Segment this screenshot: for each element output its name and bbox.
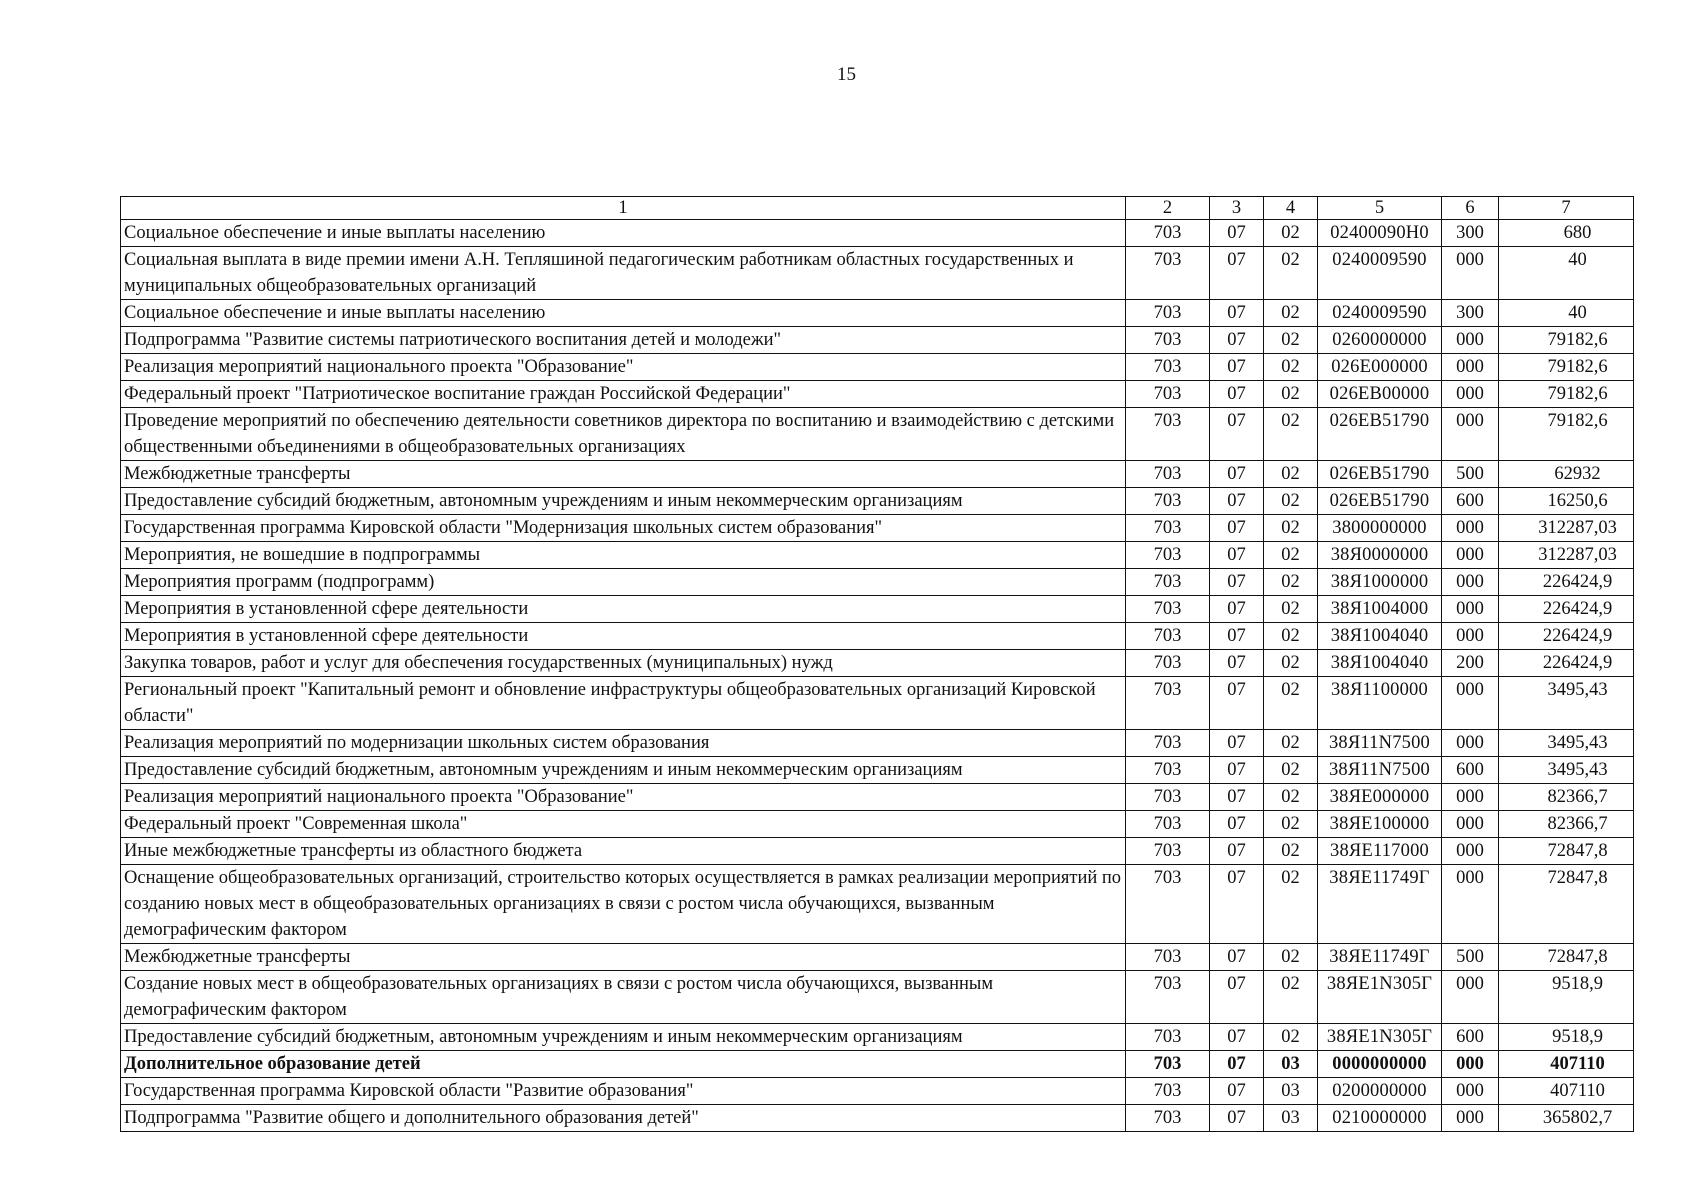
row-expense-type: 600 (1442, 757, 1499, 784)
row-description: Мероприятия программ (подпрограмм) (121, 569, 1126, 596)
row-section: 07 (1210, 944, 1264, 971)
row-ministry-code: 703 (1126, 944, 1210, 971)
table-row (121, 488, 1634, 515)
row-description: Региональный проект "Капитальный ремонт и обновление инфраструктуры общеобразовательных организаций Кировской области" (121, 677, 1126, 730)
row-ministry-code: 703 (1126, 623, 1210, 650)
row-target-article: 0210000000 (1318, 1105, 1442, 1132)
table-row (121, 327, 1634, 354)
row-target-article: 38Я1004000 (1318, 596, 1442, 623)
row-section: 07 (1210, 1024, 1264, 1051)
row-target-article: 026ЕВ51790 (1318, 488, 1442, 515)
table-row (121, 542, 1634, 569)
row-target-article: 38Я11N7500 (1318, 730, 1442, 757)
row-subsection: 02 (1264, 354, 1318, 381)
row-expense-type: 000 (1442, 381, 1499, 408)
row-subsection: 02 (1264, 247, 1318, 300)
row-target-article: 38Я1100000 (1318, 677, 1442, 730)
table-row (121, 596, 1634, 623)
row-ministry-code: 703 (1126, 515, 1210, 542)
row-subsection: 02 (1264, 784, 1318, 811)
row-expense-type: 000 (1442, 327, 1499, 354)
row-expense-type: 000 (1442, 811, 1499, 838)
row-target-article: 38Я0000000 (1318, 542, 1442, 569)
row-description: Социальная выплата в виде премии имени А.Н. Тепляшиной педагогическим работникам областных государственных и муниципальных общеобразовательных организаций (121, 247, 1126, 300)
row-subsection: 02 (1264, 650, 1318, 677)
table-row (121, 757, 1634, 784)
row-description: Государственная программа Кировской области "Модернизация школьных систем образования" (121, 515, 1126, 542)
row-target-article: 0000000000 (1318, 1051, 1442, 1078)
row-target-article: 38ЯЕ11749Г (1318, 865, 1442, 944)
header-col-2: 2 (1126, 197, 1210, 220)
row-section: 07 (1210, 515, 1264, 542)
row-target-article: 38ЯЕ11749Г (1318, 944, 1442, 971)
row-ministry-code: 703 (1126, 327, 1210, 354)
row-description: Реализация мероприятий национального проекта "Образование" (121, 354, 1126, 381)
row-amount: 226424,9 (1499, 623, 1634, 650)
row-expense-type: 500 (1442, 944, 1499, 971)
table-row (121, 677, 1634, 730)
row-target-article: 38ЯЕ1N305Г (1318, 1024, 1442, 1051)
row-ministry-code: 703 (1126, 354, 1210, 381)
row-ministry-code: 703 (1126, 569, 1210, 596)
table-row (121, 381, 1634, 408)
row-subsection: 02 (1264, 677, 1318, 730)
header-col-6: 6 (1442, 197, 1499, 220)
row-ministry-code: 703 (1126, 220, 1210, 247)
row-ministry-code: 703 (1126, 677, 1210, 730)
row-expense-type: 500 (1442, 461, 1499, 488)
row-ministry-code: 703 (1126, 408, 1210, 461)
row-target-article: 38Я1000000 (1318, 569, 1442, 596)
row-description: Закупка товаров, работ и услуг для обеспечения государственных (муниципальных) нужд (121, 650, 1126, 677)
row-expense-type: 000 (1442, 408, 1499, 461)
row-amount: 407110 (1499, 1051, 1634, 1078)
table-row (121, 354, 1634, 381)
row-description: Подпрограмма "Развитие системы патриотического воспитания детей и молодежи" (121, 327, 1126, 354)
row-subsection: 02 (1264, 1024, 1318, 1051)
row-amount: 16250,6 (1499, 488, 1634, 515)
row-section: 07 (1210, 381, 1264, 408)
row-description: Мероприятия, не вошедшие в подпрограммы (121, 542, 1126, 569)
row-target-article: 0200000000 (1318, 1078, 1442, 1105)
row-section: 07 (1210, 1078, 1264, 1105)
row-subsection: 02 (1264, 623, 1318, 650)
row-target-article: 0240009590 (1318, 247, 1442, 300)
row-expense-type: 000 (1442, 1105, 1499, 1132)
row-subsection: 02 (1264, 569, 1318, 596)
row-subsection: 02 (1264, 730, 1318, 757)
row-amount: 72847,8 (1499, 865, 1634, 944)
row-section: 07 (1210, 220, 1264, 247)
row-amount: 40 (1499, 300, 1634, 327)
row-target-article: 02400090Н0 (1318, 220, 1442, 247)
table-row (121, 1051, 1634, 1078)
row-ministry-code: 703 (1126, 596, 1210, 623)
header-col-1: 1 (121, 197, 1126, 220)
row-description: Федеральный проект "Патриотическое воспитание граждан Российской Федерации" (121, 381, 1126, 408)
row-ministry-code: 703 (1126, 1051, 1210, 1078)
table-row (121, 1024, 1634, 1051)
table-row (121, 623, 1634, 650)
row-target-article: 026ЕВ51790 (1318, 461, 1442, 488)
row-target-article: 38Я1004040 (1318, 650, 1442, 677)
row-subsection: 03 (1264, 1051, 1318, 1078)
table-row (121, 515, 1634, 542)
row-expense-type: 000 (1442, 247, 1499, 300)
row-amount: 79182,6 (1499, 408, 1634, 461)
table-row (121, 971, 1634, 1024)
row-amount: 79182,6 (1499, 327, 1634, 354)
page-number: 15 (837, 64, 856, 85)
row-description: Проведение мероприятий по обеспечению деятельности советников директора по воспитанию и взаимодействию с детскими общественными объединениями в общеобразовательных организациях (121, 408, 1126, 461)
row-description: Оснащение общеобразовательных организаций, строительство которых осуществляется в рамках реализации мероприятий по созданию новых мест в общеобразовательных организациях в связи с ростом числа обучающихся, вызванным демографическим фактором (121, 865, 1126, 944)
row-expense-type: 000 (1442, 596, 1499, 623)
row-subsection: 02 (1264, 838, 1318, 865)
row-ministry-code: 703 (1126, 730, 1210, 757)
row-subsection: 02 (1264, 944, 1318, 971)
row-target-article: 026ЕВ51790 (1318, 408, 1442, 461)
table-row (121, 1078, 1634, 1105)
row-expense-type: 300 (1442, 220, 1499, 247)
row-subsection: 02 (1264, 327, 1318, 354)
row-subsection: 02 (1264, 865, 1318, 944)
row-amount: 3495,43 (1499, 677, 1634, 730)
row-description: Федеральный проект "Современная школа" (121, 811, 1126, 838)
row-ministry-code: 703 (1126, 971, 1210, 1024)
row-section: 07 (1210, 650, 1264, 677)
row-expense-type: 000 (1442, 515, 1499, 542)
row-subsection: 02 (1264, 515, 1318, 542)
row-section: 07 (1210, 542, 1264, 569)
header-col-4: 4 (1264, 197, 1318, 220)
row-section: 07 (1210, 757, 1264, 784)
row-ministry-code: 703 (1126, 300, 1210, 327)
table-row (121, 1105, 1634, 1132)
row-section: 07 (1210, 838, 1264, 865)
row-ministry-code: 703 (1126, 1024, 1210, 1051)
table-row (121, 944, 1634, 971)
row-amount: 82366,7 (1499, 811, 1634, 838)
row-target-article: 38ЯЕ000000 (1318, 784, 1442, 811)
row-ministry-code: 703 (1126, 838, 1210, 865)
row-section: 07 (1210, 569, 1264, 596)
table-header (121, 197, 1634, 220)
row-amount: 72847,8 (1499, 944, 1634, 971)
row-section: 07 (1210, 327, 1264, 354)
row-amount: 82366,7 (1499, 784, 1634, 811)
row-amount: 40 (1499, 247, 1634, 300)
row-subsection: 02 (1264, 381, 1318, 408)
row-amount: 72847,8 (1499, 838, 1634, 865)
row-ministry-code: 703 (1126, 1078, 1210, 1105)
table-row (121, 811, 1634, 838)
row-expense-type: 000 (1442, 838, 1499, 865)
row-description: Мероприятия в установленной сфере деятельности (121, 623, 1126, 650)
row-expense-type: 200 (1442, 650, 1499, 677)
row-amount: 3495,43 (1499, 757, 1634, 784)
row-description: Межбюджетные трансферты (121, 461, 1126, 488)
row-section: 07 (1210, 596, 1264, 623)
row-description: Социальное обеспечение и иные выплаты населению (121, 220, 1126, 247)
row-expense-type: 000 (1442, 623, 1499, 650)
row-amount: 9518,9 (1499, 1024, 1634, 1051)
row-description: Государственная программа Кировской области "Развитие образования" (121, 1078, 1126, 1105)
row-target-article: 38Я1004040 (1318, 623, 1442, 650)
row-expense-type: 000 (1442, 677, 1499, 730)
table-row (121, 461, 1634, 488)
table-row (121, 569, 1634, 596)
row-amount: 79182,6 (1499, 354, 1634, 381)
row-section: 07 (1210, 300, 1264, 327)
row-section: 07 (1210, 354, 1264, 381)
header-row (121, 197, 1634, 220)
budget-table-container (120, 196, 1633, 1132)
row-amount: 312287,03 (1499, 515, 1634, 542)
row-expense-type: 300 (1442, 300, 1499, 327)
row-description: Предоставление субсидий бюджетным, автономным учреждениям и иным некоммерческим организациям (121, 757, 1126, 784)
row-section: 07 (1210, 623, 1264, 650)
row-amount: 365802,7 (1499, 1105, 1634, 1132)
row-section: 07 (1210, 865, 1264, 944)
row-amount: 62932 (1499, 461, 1634, 488)
row-subsection: 02 (1264, 461, 1318, 488)
row-expense-type: 600 (1442, 488, 1499, 515)
row-expense-type: 000 (1442, 542, 1499, 569)
row-expense-type: 000 (1442, 730, 1499, 757)
row-subsection: 02 (1264, 971, 1318, 1024)
row-description: Создание новых мест в общеобразовательных организациях в связи с ростом числа обучающихся, вызванным демографическим фактором (121, 971, 1126, 1024)
row-section: 07 (1210, 1051, 1264, 1078)
row-description: Иные межбюджетные трансферты из областного бюджета (121, 838, 1126, 865)
row-target-article: 026Е000000 (1318, 354, 1442, 381)
row-expense-type: 000 (1442, 569, 1499, 596)
row-description: Реализация мероприятий национального проекта "Образование" (121, 784, 1126, 811)
row-amount: 226424,9 (1499, 596, 1634, 623)
row-ministry-code: 703 (1126, 1105, 1210, 1132)
row-section: 07 (1210, 488, 1264, 515)
row-target-article: 38ЯЕ117000 (1318, 838, 1442, 865)
row-description: Предоставление субсидий бюджетным, автономным учреждениям и иным некоммерческим организациям (121, 1024, 1126, 1051)
row-ministry-code: 703 (1126, 488, 1210, 515)
row-subsection: 02 (1264, 596, 1318, 623)
row-description: Дополнительное образование детей (121, 1051, 1126, 1078)
table-row (121, 730, 1634, 757)
row-expense-type: 000 (1442, 784, 1499, 811)
table-row (121, 300, 1634, 327)
table-row (121, 220, 1634, 247)
row-target-article: 026ЕВ00000 (1318, 381, 1442, 408)
row-section: 07 (1210, 461, 1264, 488)
row-target-article: 38Я11N7500 (1318, 757, 1442, 784)
row-subsection: 02 (1264, 408, 1318, 461)
row-section: 07 (1210, 971, 1264, 1024)
row-ministry-code: 703 (1126, 757, 1210, 784)
row-expense-type: 000 (1442, 1051, 1499, 1078)
row-ministry-code: 703 (1126, 784, 1210, 811)
row-amount: 226424,9 (1499, 569, 1634, 596)
row-ministry-code: 703 (1126, 542, 1210, 569)
row-amount: 3495,43 (1499, 730, 1634, 757)
row-expense-type: 600 (1442, 1024, 1499, 1051)
row-amount: 226424,9 (1499, 650, 1634, 677)
row-subsection: 02 (1264, 542, 1318, 569)
row-target-article: 0260000000 (1318, 327, 1442, 354)
row-subsection: 02 (1264, 811, 1318, 838)
row-section: 07 (1210, 730, 1264, 757)
row-description: Мероприятия в установленной сфере деятельности (121, 596, 1126, 623)
row-section: 07 (1210, 811, 1264, 838)
row-ministry-code: 703 (1126, 461, 1210, 488)
row-amount: 407110 (1499, 1078, 1634, 1105)
row-description: Социальное обеспечение и иные выплаты населению (121, 300, 1126, 327)
table-row (121, 408, 1634, 461)
row-expense-type: 000 (1442, 354, 1499, 381)
row-section: 07 (1210, 1105, 1264, 1132)
row-description: Предоставление субсидий бюджетным, автономным учреждениям и иным некоммерческим организациям (121, 488, 1126, 515)
row-ministry-code: 703 (1126, 247, 1210, 300)
row-target-article: 3800000000 (1318, 515, 1442, 542)
budget-table (120, 196, 1634, 1132)
table-row (121, 650, 1634, 677)
row-ministry-code: 703 (1126, 811, 1210, 838)
row-expense-type: 000 (1442, 971, 1499, 1024)
table-body (121, 220, 1634, 1132)
row-amount: 312287,03 (1499, 542, 1634, 569)
row-subsection: 02 (1264, 220, 1318, 247)
row-target-article: 0240009590 (1318, 300, 1442, 327)
row-subsection: 02 (1264, 488, 1318, 515)
row-subsection: 02 (1264, 757, 1318, 784)
row-section: 07 (1210, 408, 1264, 461)
row-section: 07 (1210, 784, 1264, 811)
row-subsection: 03 (1264, 1105, 1318, 1132)
header-col-3: 3 (1210, 197, 1264, 220)
table-row (121, 865, 1634, 944)
row-expense-type: 000 (1442, 865, 1499, 944)
row-amount: 9518,9 (1499, 971, 1634, 1024)
row-amount: 79182,6 (1499, 381, 1634, 408)
row-target-article: 38ЯЕ1N305Г (1318, 971, 1442, 1024)
table-row (121, 784, 1634, 811)
row-target-article: 38ЯЕ100000 (1318, 811, 1442, 838)
row-description: Подпрограмма "Развитие общего и дополнительного образования детей" (121, 1105, 1126, 1132)
row-subsection: 03 (1264, 1078, 1318, 1105)
row-ministry-code: 703 (1126, 650, 1210, 677)
row-expense-type: 000 (1442, 1078, 1499, 1105)
table-row (121, 838, 1634, 865)
row-description: Реализация мероприятий по модернизации школьных систем образования (121, 730, 1126, 757)
table-row (121, 247, 1634, 300)
row-description: Межбюджетные трансферты (121, 944, 1126, 971)
row-section: 07 (1210, 677, 1264, 730)
header-col-5: 5 (1318, 197, 1442, 220)
header-col-7: 7 (1499, 197, 1634, 220)
row-subsection: 02 (1264, 300, 1318, 327)
row-ministry-code: 703 (1126, 381, 1210, 408)
row-amount: 680 (1499, 220, 1634, 247)
row-ministry-code: 703 (1126, 865, 1210, 944)
row-section: 07 (1210, 247, 1264, 300)
